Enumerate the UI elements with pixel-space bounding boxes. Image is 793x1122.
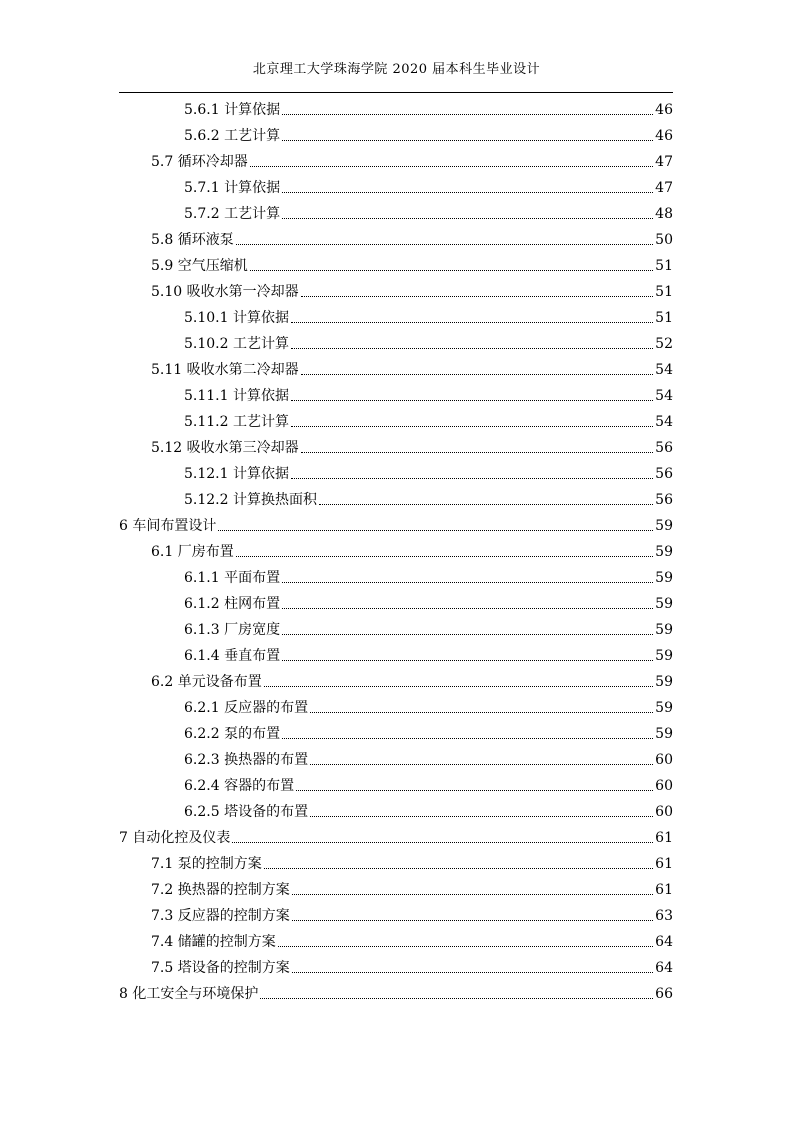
toc-entry-page: 54 — [655, 362, 673, 378]
toc-entry[interactable] — [151, 357, 673, 379]
toc-entry-title: 6.2.1 反应器的布置 — [184, 700, 309, 716]
toc-leader — [282, 582, 653, 583]
toc-entry-title: 5.7.2 工艺计算 — [184, 206, 281, 222]
toc-leader — [292, 920, 653, 921]
toc-entry[interactable] — [184, 331, 673, 353]
toc-entry-page: 61 — [655, 830, 673, 846]
toc-entry[interactable] — [184, 591, 673, 613]
toc-entry[interactable] — [184, 773, 673, 795]
toc-entry-title: 6.2.4 容器的布置 — [184, 778, 295, 794]
toc-entry-page: 59 — [655, 726, 673, 742]
toc-leader — [301, 296, 654, 297]
toc-entry-page: 51 — [655, 284, 673, 300]
toc-leader — [236, 244, 653, 245]
toc-entry-page: 59 — [655, 518, 673, 534]
toc-leader — [232, 842, 653, 843]
toc-entry-page: 47 — [655, 154, 673, 170]
toc-entry-page: 60 — [655, 778, 673, 794]
toc-entry[interactable] — [184, 695, 673, 717]
toc-entry-page: 60 — [655, 804, 673, 820]
toc-entry[interactable] — [184, 565, 673, 587]
toc-entry-page: 61 — [655, 882, 673, 898]
toc-entry-title: 5.6.2 工艺计算 — [184, 128, 281, 144]
toc-entry[interactable] — [151, 435, 673, 457]
toc-leader — [218, 530, 653, 531]
toc-entry-title: 5.6.1 计算依据 — [184, 102, 281, 118]
toc-entry-title: 5.11 吸收水第二冷却器 — [151, 362, 299, 378]
toc-entry-title: 8 化工安全与环境保护 — [119, 986, 259, 1002]
toc-entry-title: 7.2 换热器的控制方案 — [151, 882, 290, 898]
toc-entry-title: 6.1.2 柱网布置 — [184, 596, 281, 612]
toc-entry[interactable] — [151, 669, 673, 691]
toc-entry-page: 63 — [655, 908, 673, 924]
toc-entry-title: 6 车间布置设计 — [119, 518, 217, 534]
toc-leader — [291, 400, 653, 401]
toc-leader — [282, 608, 653, 609]
toc-entry[interactable] — [184, 201, 673, 223]
toc-entry-page: 47 — [655, 180, 673, 196]
toc-leader — [282, 634, 653, 635]
toc-entry-title: 5.10.1 计算依据 — [184, 310, 289, 326]
toc-entry-page: 54 — [655, 388, 673, 404]
toc-entry-title: 7.1 泵的控制方案 — [151, 856, 262, 872]
toc-entry[interactable] — [184, 643, 673, 665]
toc-leader — [250, 166, 653, 167]
toc-entry-title: 5.7.1 计算依据 — [184, 180, 281, 196]
toc-entry-page: 59 — [655, 596, 673, 612]
toc-leader — [310, 712, 653, 713]
toc-entry-page: 59 — [655, 570, 673, 586]
toc-entry-page: 59 — [655, 544, 673, 560]
toc-leader — [250, 270, 653, 271]
toc-leader — [292, 972, 653, 973]
toc-entry-page: 59 — [655, 622, 673, 638]
toc-entry-title: 6.2.5 塔设备的布置 — [184, 804, 309, 820]
toc-entry[interactable] — [184, 305, 673, 327]
toc-entry-page: 50 — [655, 232, 673, 248]
toc-entry-page: 51 — [655, 258, 673, 274]
toc-leader — [310, 764, 653, 765]
page-header: 北京理工大学珠海学院 2020 届本科生毕业设计 — [252, 62, 541, 77]
toc-entry-title: 5.12.2 计算换热面积 — [184, 492, 317, 508]
toc-entry-page: 64 — [655, 960, 673, 976]
toc-entry[interactable] — [151, 227, 673, 249]
toc-entry-title: 7 自动化控及仪表 — [119, 830, 231, 846]
toc-entry[interactable] — [184, 123, 673, 145]
toc-entry-page: 61 — [655, 856, 673, 872]
toc-entry-page: 56 — [655, 492, 673, 508]
toc-leader — [296, 790, 653, 791]
toc-entry-page: 59 — [655, 648, 673, 664]
toc-leader — [264, 686, 653, 687]
toc-leader — [282, 192, 653, 193]
toc-entry[interactable] — [184, 799, 673, 821]
toc-entry-page: 56 — [655, 440, 673, 456]
toc-entry-page: 60 — [655, 752, 673, 768]
toc-leader — [291, 348, 653, 349]
toc-entry-title: 6.1.3 厂房宽度 — [184, 622, 281, 638]
toc-entry-page: 59 — [655, 700, 673, 716]
toc-entry[interactable] — [151, 279, 673, 301]
toc-entry-page: 46 — [655, 128, 673, 144]
toc-entry[interactable] — [184, 175, 673, 197]
toc-leader — [301, 452, 654, 453]
toc-entry-page: 54 — [655, 414, 673, 430]
toc-entry-page: 52 — [655, 336, 673, 352]
toc-entry-title: 5.10 吸收水第一冷却器 — [151, 284, 299, 300]
toc-entry[interactable] — [151, 877, 673, 899]
toc-entry-page: 46 — [655, 102, 673, 118]
toc-entry-title: 6.1 厂房布置 — [151, 544, 234, 560]
toc-entry-title: 7.5 塔设备的控制方案 — [151, 960, 290, 976]
toc-entry[interactable] — [151, 955, 673, 977]
toc-leader — [319, 504, 653, 505]
toc-entry-title: 6.1.4 垂直布置 — [184, 648, 281, 664]
toc-entry-page: 59 — [655, 674, 673, 690]
toc-leader — [282, 738, 653, 739]
toc-entry[interactable] — [151, 851, 673, 873]
toc-entry-page: 48 — [655, 206, 673, 222]
toc-entry-page: 64 — [655, 934, 673, 950]
toc-entry-title: 5.10.2 工艺计算 — [184, 336, 289, 352]
toc-leader — [236, 556, 653, 557]
toc-entry-title: 5.11.1 计算依据 — [184, 388, 289, 404]
header-rule — [119, 92, 673, 93]
toc-entry-title: 5.7 循环冷却器 — [151, 154, 248, 170]
toc-entry[interactable] — [151, 929, 673, 951]
toc-entry[interactable] — [119, 981, 673, 1003]
toc-entry-title: 6.2 单元设备布置 — [151, 674, 262, 690]
toc-entry[interactable] — [151, 903, 673, 925]
toc-entry[interactable] — [184, 747, 673, 769]
toc-entry[interactable] — [119, 513, 673, 535]
toc-leader — [310, 816, 653, 817]
toc-leader — [278, 946, 653, 947]
toc-entry[interactable] — [184, 461, 673, 483]
toc-leader — [282, 140, 653, 141]
toc-leader — [291, 478, 653, 479]
toc-entry[interactable] — [184, 409, 673, 431]
toc-leader — [291, 322, 653, 323]
toc-entry-title: 6.1.1 平面布置 — [184, 570, 281, 586]
toc-leader — [282, 114, 653, 115]
toc-entry-title: 6.2.2 泵的布置 — [184, 726, 281, 742]
toc-entry-title: 6.2.3 换热器的布置 — [184, 752, 309, 768]
toc-leader — [282, 218, 653, 219]
toc-leader — [260, 998, 653, 999]
toc-entry[interactable] — [151, 539, 673, 561]
toc-leader — [292, 894, 653, 895]
toc-entry[interactable] — [184, 97, 673, 119]
toc-entry-title: 5.11.2 工艺计算 — [184, 414, 289, 430]
toc-leader — [264, 868, 653, 869]
toc-entry[interactable] — [151, 253, 673, 275]
toc-entry[interactable] — [184, 487, 673, 509]
toc-entry-title: 7.4 储罐的控制方案 — [151, 934, 276, 950]
toc-entry-page: 56 — [655, 466, 673, 482]
toc-entry-title: 5.12.1 计算依据 — [184, 466, 289, 482]
toc-entry[interactable] — [119, 825, 673, 847]
toc-entry[interactable] — [184, 383, 673, 405]
toc-entry-page: 51 — [655, 310, 673, 326]
toc-entry-title: 7.3 反应器的控制方案 — [151, 908, 290, 924]
toc-entry-page: 66 — [655, 986, 673, 1002]
toc-leader — [282, 660, 653, 661]
toc-leader — [291, 426, 653, 427]
toc-entry[interactable] — [151, 149, 673, 171]
toc-entry-title: 5.12 吸收水第三冷却器 — [151, 440, 299, 456]
toc-entry-title: 5.8 循环液泵 — [151, 232, 234, 248]
toc-entry-title: 5.9 空气压缩机 — [151, 258, 248, 274]
toc-leader — [301, 374, 654, 375]
toc-entry[interactable] — [184, 721, 673, 743]
toc-entry[interactable] — [184, 617, 673, 639]
